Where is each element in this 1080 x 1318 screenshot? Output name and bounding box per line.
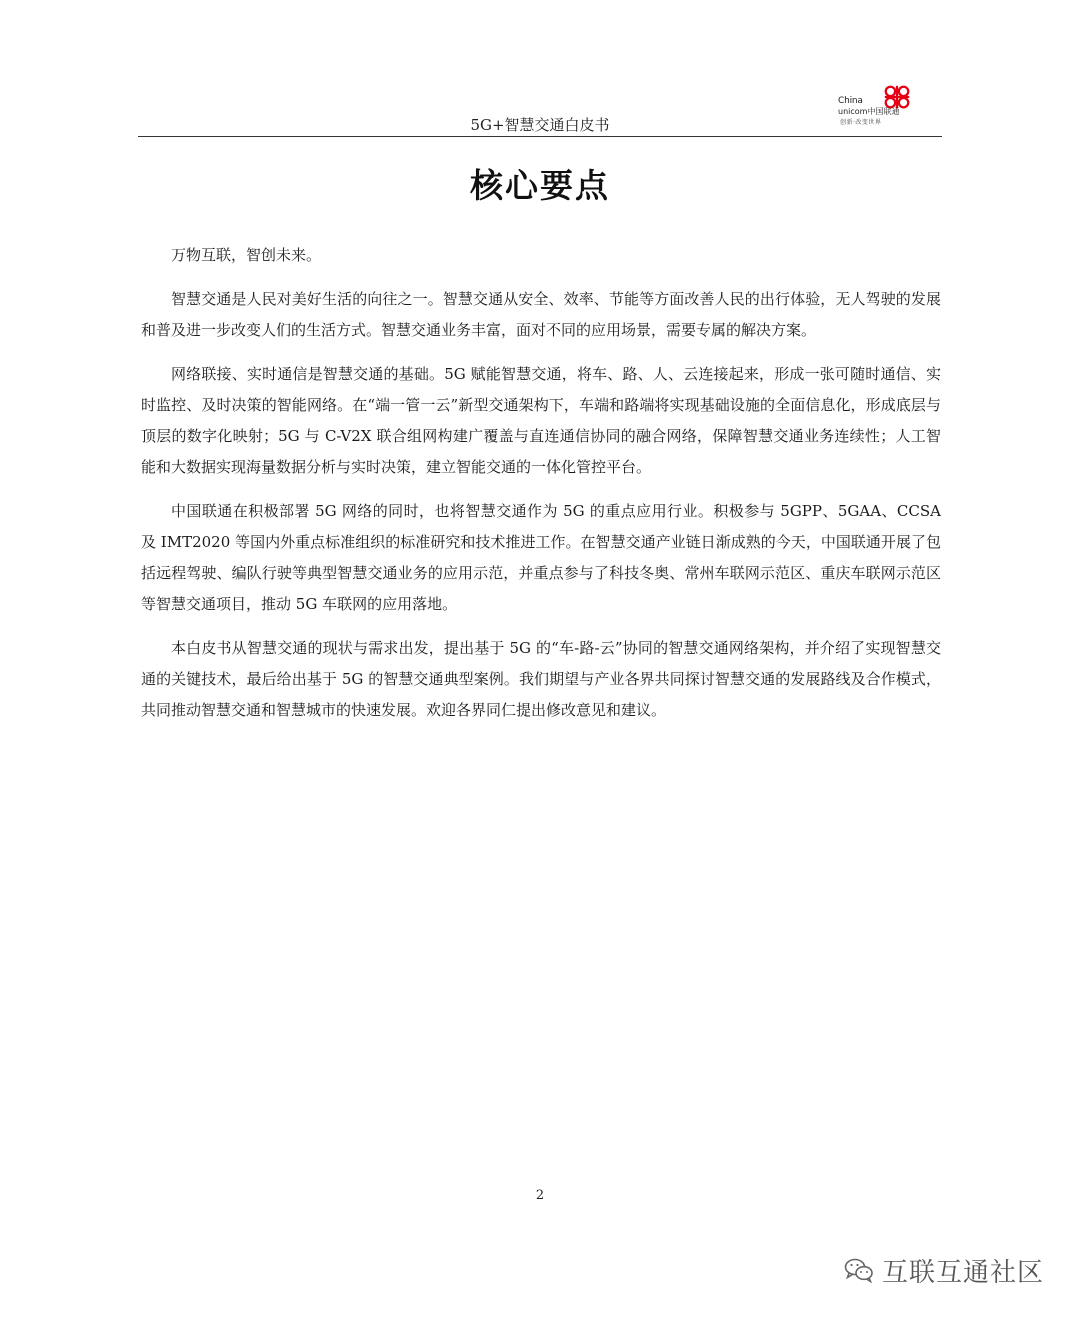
wechat-icon — [844, 1257, 874, 1283]
logo-text-china: China — [838, 96, 863, 106]
header-divider — [138, 136, 942, 137]
wechat-watermark — [844, 1252, 1044, 1288]
paragraph: 万物互联，智创未来。 — [171, 246, 322, 264]
paragraph: 智慧交通是人民对美好生活的向往之一。智慧交通从安全、效率、节能等方面改善人民的出行体验，无人驾驶的发展和普及进一步改变人们的生活方式。智慧交通业务丰富，面对不同的应用场景，需要专属的解决方案。 — [141, 290, 941, 339]
logo-slogan: 创新·改变世界 — [840, 119, 882, 126]
watermark-text: 互联互通社区 — [881, 1257, 1044, 1288]
logo-text-unicom: unicom中国联通 — [838, 107, 900, 116]
page-number: 2 — [535, 1188, 545, 1203]
page-title: 核心要点 — [470, 166, 610, 205]
running-header-title: 5G+智慧交通白皮书 — [470, 116, 610, 134]
body-text — [141, 240, 941, 739]
paragraph: 本白皮书从智慧交通的现状与需求出发，提出基于 5G 的“车-路-云”协同的智慧交通网络架构，并介绍了实现智慧交通的关键技术，最后给出基于 5G 的智慧交通典型案例。我们期望与产业各界共同探讨智慧交通的发展路线及合作模式，共同推动智慧交通和智慧城市的快速发展。欢迎各界同仁提出修改意见和建议。 — [141, 639, 941, 719]
paragraph: 网络联接、实时通信是智慧交通的基础。5G 赋能智慧交通，将车、路、人、云连接起来，形成一张可随时通信、实时监控、及时决策的智能网络。在“端一管一云”新型交通架构下，车端和路端将实现基础设施的全面信息化，形成底层与顶层的数字化映射；5G 与 C-V2X 联合组网构建广覆盖与直连通信协同的融合网络，保障智慧交通业务连续性；人工智能和大数据实现海量数据分析与实时决策，建立智能交通的一体化管控平台。 — [141, 365, 941, 476]
page-header — [138, 82, 942, 138]
paragraph: 中国联通在积极部署 5G 网络的同时，也将智慧交通作为 5G 的重点应用行业。积极参与 5GPP、5GAA、CCSA 及 IMT2020 等国内外重点标准组织的标准研究和技术推进工作。在智慧交通产业链日渐成熟的今天，中国联通开展了包括远程驾驶、编队行驶等典型智慧交通业务的应用示范，并重点参与了科技冬奥、常州车联网示范区、重庆车联网示范区等智慧交通项目，推动 5G 车联网的应用落地。 — [141, 502, 941, 613]
